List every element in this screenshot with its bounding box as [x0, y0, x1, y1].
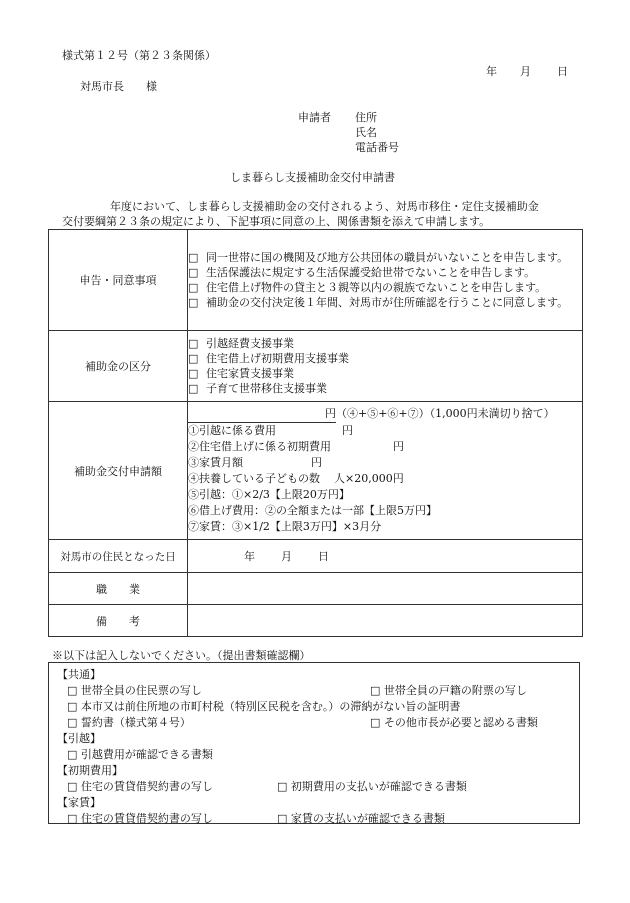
moving-cost-label: ①引越に係る費用	[188, 424, 276, 437]
category-items	[188, 331, 583, 402]
checkbox-icon[interactable]: □	[67, 684, 78, 697]
declaration-item[interactable]: □ 住宅借上げ物件の貸主と３親等以内の親族でないことを申告します。	[188, 281, 547, 294]
doc-family-register: 世帯全員の戸籍の附票の写し	[383, 684, 527, 697]
category-label: 補助金の区分	[49, 331, 188, 402]
category-item[interactable]: □ 引越経費支援事業	[188, 337, 294, 350]
checkbox-icon[interactable]: □	[277, 812, 288, 825]
checkbox-icon[interactable]: □	[67, 716, 78, 729]
initial-cost-unit: 円	[393, 440, 404, 453]
resident-day: 日	[318, 549, 329, 563]
total-amount-field[interactable]: 円	[188, 406, 336, 423]
rent-calc: ⑦家賃：③×1/2【上限3万円】×3月分	[188, 520, 382, 533]
rent-label: ③家賃月額	[188, 456, 243, 469]
checkbox-icon[interactable]: □	[277, 780, 288, 793]
common-heading: 【共通】	[57, 668, 101, 681]
declaration-item[interactable]: □ 同一世帯に国の機関及び地方公共団体の職員がいないことを申告します。	[188, 251, 569, 264]
resident-year: 年	[244, 549, 255, 563]
category-item[interactable]: □ 住宅家賃支援事業	[188, 367, 294, 380]
checkbox-icon[interactable]: □	[188, 382, 199, 395]
applicant-phone-label: 電話番号	[355, 141, 399, 154]
checkbox-icon[interactable]: □	[188, 296, 199, 309]
total-formula: （④+⑤+⑥+⑦）（1,000円未満切り捨て）	[336, 407, 555, 420]
amount-row	[49, 402, 583, 540]
remarks-row	[49, 605, 583, 637]
document-check-box	[48, 662, 580, 824]
office-use-notice: ※以下は記入しないでください。（提出書類確認欄）	[52, 649, 311, 662]
resident-month: 月	[281, 549, 292, 563]
doc-pledge: 誓約書（様式第４号）	[80, 716, 191, 729]
doc-initial-lease: 住宅の賃貸借契約書の写し	[80, 780, 213, 793]
doc-moving-cost: 引越費用が確認できる書類	[80, 748, 213, 761]
declaration-items	[188, 230, 583, 331]
doc-initial-payment: 初期費用の支払いが確認できる書類	[290, 780, 467, 793]
doc-resident-card: 世帯全員の住民票の写し	[80, 684, 202, 697]
occupation-field[interactable]	[188, 573, 583, 605]
resident-date-field[interactable]	[188, 540, 583, 573]
category-item[interactable]: □ 住宅借上げ初期費用支援事業	[188, 352, 349, 365]
children-formula: 人×20,000円	[334, 472, 404, 485]
initial-cost-label: ②住宅借上げに係る初期費用	[188, 440, 331, 453]
intro-line-2: 交付要綱第２３条の規定により、下記事項に同意の上、関係書類を添えて申請します。	[62, 215, 491, 228]
checkbox-icon[interactable]: □	[188, 281, 199, 294]
checkbox-icon[interactable]: □	[67, 700, 78, 713]
initial-heading: 【初期費用】	[57, 764, 123, 777]
category-item[interactable]: □ 子育て世帯移住支援事業	[188, 382, 327, 395]
amount-label: 補助金交付申請額	[49, 402, 188, 540]
occupation-label: 職 業	[49, 573, 188, 605]
intro-line-1: 年度において、しま暮らし支援補助金の交付されるよう、対馬市移住・定住支援補助金	[110, 200, 539, 213]
occupation-row	[49, 573, 583, 605]
remarks-label: 備 考	[49, 605, 188, 637]
declaration-item[interactable]: □ 生活保護法に規定する生活保護受給世帯でないことを申告します。	[188, 266, 536, 279]
checkbox-icon[interactable]: □	[188, 352, 199, 365]
applicant-address-label: 住所	[355, 111, 377, 124]
initial-calc: ⑥借上げ費用：②の全額または一部【上限5万円】	[188, 504, 437, 517]
moving-heading: 【引越】	[57, 732, 101, 745]
declaration-label: 申告・同意事項	[49, 230, 188, 331]
form-number: 様式第１２号（第２３条関係）	[62, 49, 216, 62]
addressee: 対馬市長 様	[80, 80, 157, 93]
application-table	[48, 229, 583, 637]
rent-unit: 円	[311, 456, 322, 469]
declaration-row	[49, 230, 583, 331]
amount-details	[188, 402, 583, 540]
remarks-field[interactable]	[188, 605, 583, 637]
form-title: しま暮らし支援補助金交付申請書	[230, 171, 395, 184]
date-year: 年	[486, 65, 497, 78]
children-label: ④扶養している子どもの数	[188, 472, 320, 485]
checkbox-icon[interactable]: □	[188, 251, 199, 264]
checkbox-icon[interactable]: □	[370, 716, 381, 729]
applicant-label: 申請者	[298, 111, 331, 124]
checkbox-icon[interactable]: □	[188, 367, 199, 380]
checkbox-icon[interactable]: □	[370, 684, 381, 697]
date-day: 日	[557, 65, 568, 78]
doc-rent-payment: 家賃の支払いが確認できる書類	[290, 812, 445, 825]
rent-heading: 【家賃】	[57, 796, 101, 809]
checkbox-icon[interactable]: □	[188, 337, 199, 350]
checkbox-icon[interactable]: □	[67, 780, 78, 793]
checkbox-icon[interactable]: □	[188, 266, 199, 279]
declaration-item[interactable]: □ 補助金の交付決定後１年間、対馬市が住所確認を行うことに同意します。	[188, 296, 569, 309]
doc-tax-certificate: 本市又は前住所地の市町村税（特別区民税を含む。）の滞納がない旨の証明書	[80, 700, 461, 713]
moving-cost-unit: 円	[342, 424, 353, 437]
category-row	[49, 331, 583, 402]
doc-rent-lease: 住宅の賃貸借契約書の写し	[80, 812, 213, 825]
moving-calc: ⑤引越：①×2/3【上限20万円】	[188, 488, 350, 501]
doc-other: その他市長が必要と認める書類	[383, 716, 538, 729]
resident-date-row	[49, 540, 583, 573]
date-month: 月	[520, 65, 531, 78]
applicant-name-label: 氏名	[355, 126, 377, 139]
checkbox-icon[interactable]: □	[67, 748, 78, 761]
resident-date-label: 対馬市の住民となった日	[49, 540, 188, 573]
checkbox-icon[interactable]: □	[67, 812, 78, 825]
